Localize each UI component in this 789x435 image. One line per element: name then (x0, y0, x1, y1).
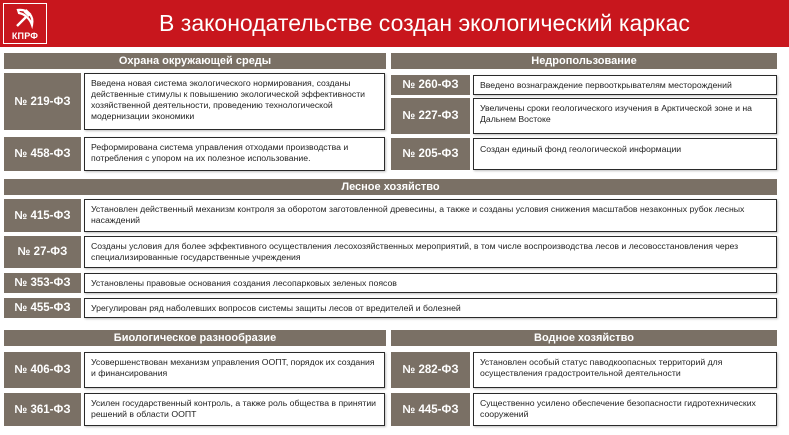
law-number-282: № 282-ФЗ (391, 352, 470, 388)
law-description-458: Реформирована система управления отходами производства и потребления с упором на их полезное использование. (84, 137, 385, 171)
law-description-361: Усилен государственный контроль, а также роль общества в принятии решений в области ООПТ (84, 393, 385, 426)
section-subsoil: Недропользование (391, 53, 777, 69)
law-description-260: Введено вознаграждение первооткрывателям месторождений (473, 75, 777, 95)
law-number-227: № 227-ФЗ (391, 98, 470, 134)
section-biodiversity: Биологическое разнообразие (4, 330, 386, 346)
law-description-353: Установлены правовые основания создания лесопарковых зеленых поясов (84, 273, 777, 293)
law-description-455: Урегулирован ряд наболевших вопросов системы защиты лесов от вредителей и болезней (84, 298, 777, 318)
logo-text: КПРФ (11, 31, 39, 41)
hammer-sickle-icon (13, 6, 37, 30)
section-forestry: Лесное хозяйство (4, 179, 777, 195)
law-description-445: Существенно усилено обеспечение безопасности гидротехнических сооружений (473, 393, 777, 426)
law-number-353: № 353-ФЗ (4, 273, 81, 293)
law-description-227: Увеличены сроки геологического изучения в Арктической зоне и на Дальнем Востоке (473, 98, 777, 134)
law-description-415: Установлен действенный механизм контроля за оборотом заготовленной древесины, а также и созданы условия снижения масштабов незаконных рубок лесных насаждений (84, 199, 777, 232)
law-description-205: Создан единый фонд геологической информации (473, 138, 777, 170)
law-number-27: № 27-ФЗ (4, 236, 81, 268)
kprf-logo (3, 3, 47, 44)
law-description-282: Установлен особый статус паводкоопасных территорий для осуществления градостроительной деятельности (473, 352, 777, 388)
law-number-219: № 219-ФЗ (4, 73, 81, 130)
section-water: Водное хозяйство (391, 330, 777, 346)
law-number-445: № 445-ФЗ (391, 393, 470, 426)
law-number-415: № 415-ФЗ (4, 199, 81, 232)
law-number-205: № 205-ФЗ (391, 138, 470, 170)
header-banner (0, 0, 789, 47)
section-environment: Охрана окружающей среды (4, 53, 386, 69)
law-number-260: № 260-ФЗ (391, 75, 470, 95)
law-description-27: Созданы условия для более эффективного осуществления лесохозяйственных мероприятий, в том числе воспроизводства лесов и лесовосстановления через специализированные государственные учреждения (84, 236, 777, 268)
page-title: В законодательстве создан экологический каркас (159, 10, 690, 36)
law-description-406: Усовершенствован механизм управления ООПТ, порядок их создания и финансирования (84, 352, 385, 388)
law-number-406: № 406-ФЗ (4, 352, 81, 388)
law-number-458: № 458-ФЗ (4, 137, 81, 171)
law-number-455: № 455-ФЗ (4, 298, 81, 318)
law-description-219: Введена новая система экологического нормирования, созданы действенные стимулы к повышению экологической эффективности хозяйственной деятельности, проведению технологической модернизации экономики (84, 73, 385, 130)
law-number-361: № 361-ФЗ (4, 393, 81, 426)
